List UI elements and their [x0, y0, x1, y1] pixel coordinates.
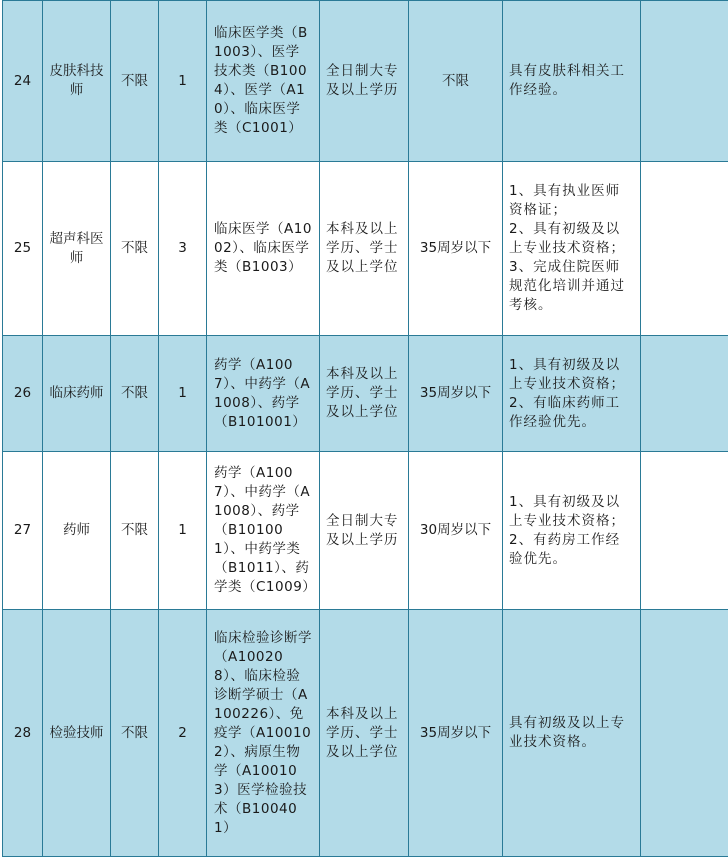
education-requirement: 本科及以上学历、学士及以上学位 [320, 162, 409, 336]
note-cell [641, 162, 728, 336]
education-requirement: 全日制大专及以上学历 [320, 1, 409, 162]
hiring-count: 2 [159, 610, 207, 857]
hiring-count: 1 [159, 1, 207, 162]
hiring-count: 1 [159, 452, 207, 610]
recruitment-table [2, 0, 728, 857]
note-cell [641, 336, 728, 452]
note-cell [641, 610, 728, 857]
major-requirement: 药学（A1007）、中药学（A1008）、药学（B101001） [207, 336, 320, 452]
other-requirement: 具有初级及以上专业技术资格。 [503, 610, 641, 857]
gender-requirement: 不限 [111, 336, 159, 452]
major-requirement: 临床医学类（B1003）、医学技术类（B1004）、医学（A10）、临床医学类（C1001） [207, 1, 320, 162]
gender-requirement: 不限 [111, 610, 159, 857]
position-name: 药师 [43, 452, 111, 610]
hiring-count: 3 [159, 162, 207, 336]
major-requirement: 临床医学（A1002）、临床医学类（B1003） [207, 162, 320, 336]
age-requirement: 30周岁以下 [409, 452, 503, 610]
table-row [3, 162, 728, 336]
position-name: 临床药师 [43, 336, 111, 452]
gender-requirement: 不限 [111, 452, 159, 610]
row-number: 28 [3, 610, 43, 857]
row-number: 24 [3, 1, 43, 162]
row-number: 25 [3, 162, 43, 336]
age-requirement: 不限 [409, 1, 503, 162]
major-requirement: 临床检验诊断学（A100208）、临床检验诊断学硕士（A100226）、免疫学（A100102）、病原生物学（A100103）医学检验技术（B100401） [207, 610, 320, 857]
other-requirement: 1、具有初级及以上专业技术资格； 2、有临床药师工作经验优先。 [503, 336, 641, 452]
table-row [3, 1, 728, 162]
position-name: 皮肤科技师 [43, 1, 111, 162]
table-row [3, 610, 728, 857]
table-row [3, 336, 728, 452]
hiring-count: 1 [159, 336, 207, 452]
note-cell [641, 1, 728, 162]
row-number: 26 [3, 336, 43, 452]
age-requirement: 35周岁以下 [409, 610, 503, 857]
age-requirement: 35周岁以下 [409, 162, 503, 336]
position-name: 检验技师 [43, 610, 111, 857]
other-requirement: 1、具有执业医师资格证； 2、具有初级及以上专业技术资格； 3、完成住院医师规范化培训并通过考核。 [503, 162, 641, 336]
education-requirement: 本科及以上学历、学士及以上学位 [320, 610, 409, 857]
position-name: 超声科医师 [43, 162, 111, 336]
age-requirement: 35周岁以下 [409, 336, 503, 452]
education-requirement: 本科及以上学历、学士及以上学位 [320, 336, 409, 452]
gender-requirement: 不限 [111, 162, 159, 336]
education-requirement: 全日制大专及以上学历 [320, 452, 409, 610]
gender-requirement: 不限 [111, 1, 159, 162]
note-cell [641, 452, 728, 610]
row-number: 27 [3, 452, 43, 610]
table-row [3, 452, 728, 610]
other-requirement: 1、具有初级及以上专业技术资格； 2、有药房工作经验优先。 [503, 452, 641, 610]
other-requirement: 具有皮肤科相关工作经验。 [503, 1, 641, 162]
major-requirement: 药学（A1007）、中药学（A1008）、药学（B101001）、中药学类（B1011）、药学类（C1009） [207, 452, 320, 610]
